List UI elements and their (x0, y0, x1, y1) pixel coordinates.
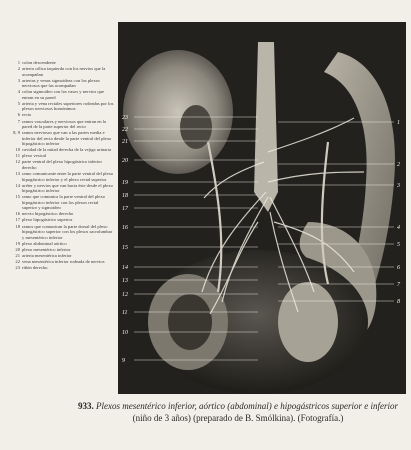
legend-text: uréter y nervios que van hacia éste desde el plexo hipogástrico inferior (22, 182, 113, 194)
photo-label-right: 1 (397, 120, 400, 126)
legend-number: 21 (15, 252, 20, 258)
legend-item (6, 183, 114, 194)
photo-label-left: 18 (122, 193, 128, 199)
legend-item (6, 130, 114, 147)
photo-label-left: 23 (122, 115, 128, 121)
legend-text: ramos vasculares y nerviosos que entran en la pared de la parte superior del recto (22, 118, 107, 130)
photo-label-left: 17 (122, 206, 128, 212)
legend-text: ramos nerviosos que van a las partes media e inferior del recto desde la parte ventral del plexo hipogástrico inferior (22, 130, 112, 147)
kidney-shape (123, 50, 233, 174)
legend-number: 3 (17, 77, 20, 83)
legend-number: 7 (17, 118, 20, 124)
legend-number: 23 (15, 264, 20, 270)
legend-text: arteria cólica izquierda con los nervios que la acompañan (22, 66, 106, 77)
photo-label-right: 8 (397, 299, 400, 305)
legend-item (6, 153, 114, 159)
legend-text: riñón derecho. (22, 264, 49, 270)
figure-subtitle: (niño de 3 años) (preparado de B. Smólkina). (Fotografía.) (132, 413, 344, 423)
photo-label-left: 19 (122, 180, 128, 186)
photo-label-right: 2 (397, 162, 400, 168)
bladder-cavity (168, 294, 212, 350)
legend-item (6, 147, 114, 153)
legend-item (6, 253, 114, 259)
legend-item (6, 241, 114, 247)
figure-title: Plexos mesentérico inferior, aórtico (abdominal) e hipogástricos superior e inferior (96, 401, 398, 411)
legend-text: ramo que comunica la parte ventral del plexo hipogástrico inferior con los plexos rectal superior y sigmoideo (22, 194, 106, 211)
photo-label-left: 16 (122, 225, 128, 231)
legend-item (6, 247, 114, 253)
photo-label-left: 21 (122, 139, 128, 145)
legend-item (6, 101, 114, 112)
legend-number: 6 (17, 112, 20, 118)
legend-item (6, 217, 114, 223)
legend-number: 22 (15, 258, 20, 264)
photo-label-right: 4 (397, 225, 400, 231)
photograph-image (118, 22, 406, 394)
photo-label-left: 22 (122, 127, 128, 133)
figure-caption (70, 400, 406, 424)
legend-item (6, 224, 114, 241)
photo-label-left: 15 (122, 245, 128, 251)
legend-number: 1 (17, 60, 20, 65)
legend-item (6, 171, 114, 182)
legend-text: recto (22, 112, 32, 118)
legend-item (6, 89, 114, 100)
legend-number: 19 (15, 240, 20, 246)
photo-label-left: 11 (122, 310, 128, 316)
anatomical-photograph (118, 22, 406, 394)
legend-number: 14 (15, 182, 20, 188)
legend-number: 4 (17, 89, 20, 95)
legend-text: plexo vesical (22, 153, 47, 159)
figure-number: 933. (78, 401, 94, 411)
legend-text: plexo hipogástrico superior (22, 217, 73, 223)
legend-text: arteria y vena rectales superiores rodeadas por los plexos nerviosos homónimos (22, 100, 114, 112)
legend-item (6, 194, 114, 211)
photo-label-right: 3 (397, 183, 400, 189)
legend-item (6, 211, 114, 217)
legend-text: plexo abdominal aórtico (22, 240, 67, 246)
legend-number: 5 (17, 100, 20, 106)
legend-text: arterias y venas sigmoideas con los plexos nerviosos que las acompañan (22, 77, 100, 89)
legend-text: arteria mesentérica inferior (22, 252, 72, 258)
legend-number: 10 (15, 147, 20, 153)
legend-number: 15 (15, 194, 20, 200)
legend-item (6, 66, 114, 77)
legend-item (6, 119, 114, 130)
photo-label-left: 20 (122, 158, 128, 164)
photo-label-left: 14 (122, 265, 128, 271)
aorta-plexus (254, 42, 278, 212)
legend-item (6, 112, 114, 118)
legend-text: plexo mesentérico inferior (22, 246, 71, 252)
legend-text: nervio hipogástrico derecho (22, 211, 74, 217)
photo-label-left: 10 (122, 330, 128, 336)
legend-text: colon sigmoideo con los vasos y nervios que entran en su pared (22, 89, 105, 100)
legend-text: ramo comunicante entre la parte ventral del plexo hipogástrico inferior y el plexo rectal superior (22, 171, 114, 182)
figure-legend (6, 60, 114, 271)
legend-number: 12 (15, 159, 20, 165)
legend-number: 11 (15, 153, 20, 159)
legend-number: 13 (15, 171, 20, 177)
legend-text: ramos que comunican la parte dorsal del plexo hipogástrico superior con los plexos sacrolumbar y mesentérico inferior (22, 223, 113, 240)
legend-number: 17 (15, 217, 20, 223)
legend-text: parte ventral del plexo hipogástrico inferior derecho (22, 159, 102, 170)
legend-number: 2 (17, 66, 20, 72)
legend-item (6, 78, 114, 89)
photo-label-left: 12 (122, 292, 128, 298)
photo-label-right: 5 (397, 242, 400, 248)
photo-label-right: 6 (397, 265, 400, 271)
photo-label-left: 13 (122, 278, 128, 284)
legend-text: colon descendente (22, 60, 56, 65)
legend-item (6, 60, 114, 66)
photo-label-left: 9 (122, 358, 125, 364)
legend-number: 8, 9 (13, 130, 20, 136)
legend-item (6, 159, 114, 170)
photo-label-right: 7 (397, 282, 400, 288)
legend-item (6, 259, 114, 265)
rectum-shape (278, 282, 338, 362)
legend-number: 20 (15, 246, 20, 252)
legend-item (6, 265, 114, 271)
legend-text: cavidad de la mitad derecha de la vejiga urinaria (22, 147, 112, 153)
legend-number: 16 (15, 211, 20, 217)
legend-text: vena mesentérica inferior rodeada de nervios (22, 258, 105, 264)
legend-number: 18 (15, 223, 20, 229)
